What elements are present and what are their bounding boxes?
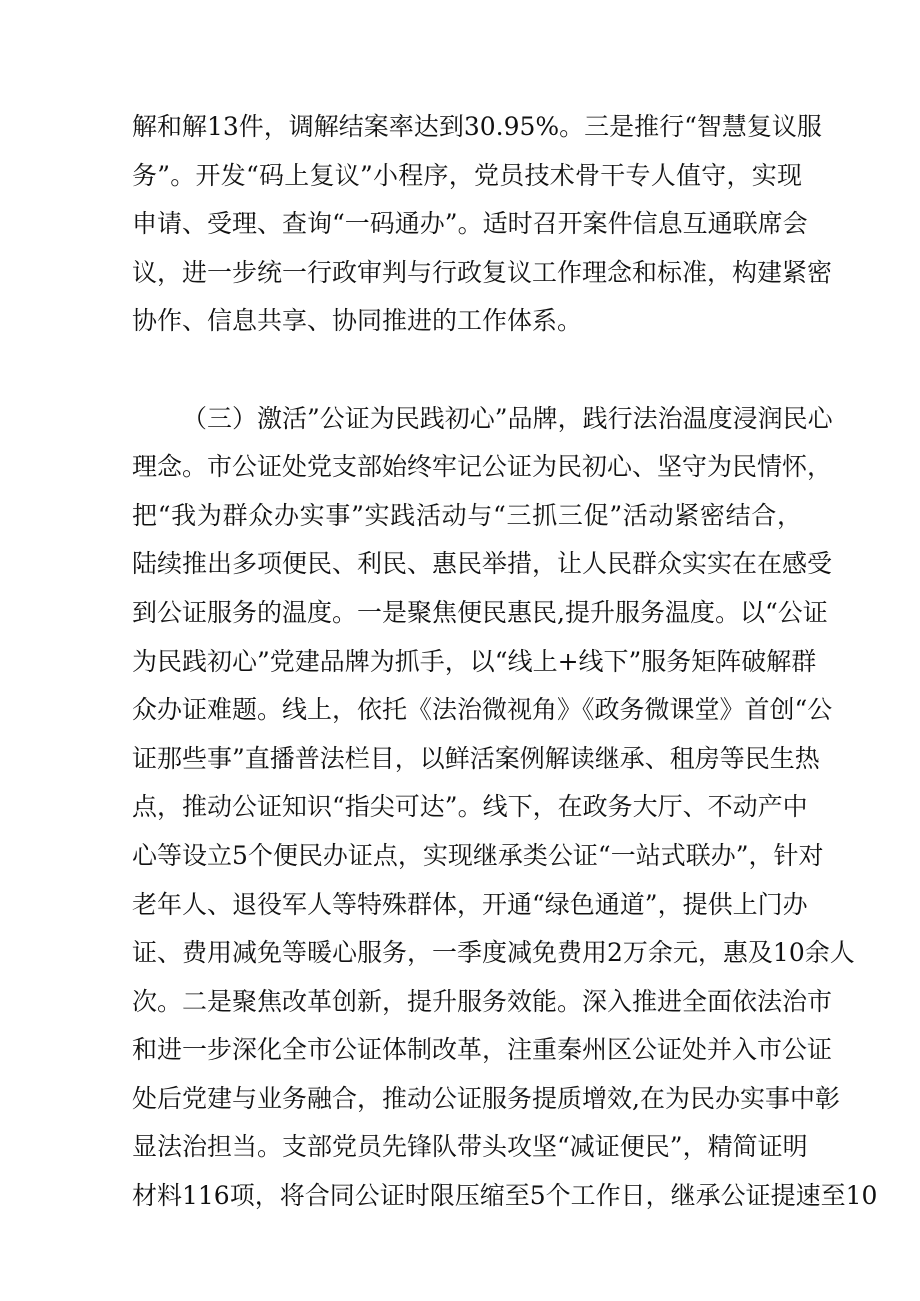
- text-line: 老年人、退役军人等特殊群体，开通“绿色通道”，提供上门办: [132, 889, 808, 919]
- text-line: 解和解13件，调解结案率达到30.95%。三是推行“智慧复议服: [132, 112, 822, 141]
- text-line: 申请、受理、查询“一码通办”。适时召开案件信息互通联席会: [132, 209, 808, 239]
- text-line: 和进一步深化全市公证体制改革，注重秦州区公证处并入市公证: [132, 1035, 833, 1065]
- text-line: 到公证服务的温度。一是聚焦便民惠民,提升服务温度。以“公证: [132, 597, 828, 627]
- text-line: 协作、信息共享、协同推进的工作体系。: [132, 306, 583, 336]
- text-line: 众办证难题。线上，依托《法治微视角》《政务微课堂》首创“公: [132, 695, 833, 725]
- text-line: 陆续推出多项便民、利民、惠民举措，让人民群众实实在在感受: [132, 549, 833, 579]
- text-line: 处后党建与业务融合，推动公证服务提质增效,在为民办实事中彰: [132, 1083, 840, 1113]
- text-line: 显法治担当。支部党员先锋队带头攻坚“减证便民”，精简证明: [132, 1132, 808, 1162]
- text-line: 议，进一步统一行政审判与行政复议工作理念和标准，构建紧密: [132, 257, 833, 287]
- text-line: 理念。市公证处党支部始终牢记公证为民初心、坚守为民情怀，: [132, 452, 833, 482]
- text-line: 证那些事”直播普法栏目，以鲜活案例解读继承、租房等民生热: [132, 743, 820, 773]
- text-line: 心等设立5个便民办证点，实现继承类公证“一站式联办”，针对: [132, 840, 824, 870]
- text-line: 为民践初心”党建品牌为抓手，以“线上+线下”服务矩阵破解群: [132, 646, 817, 676]
- text-line: 材料116项，将合同公证时限压缩至5个工作日，继承公证提速至10: [132, 1181, 878, 1211]
- text-line: 证、费用减免等暖心服务，一季度减免费用2万余元，惠及10余人: [132, 938, 855, 968]
- document-body: [132, 103, 878, 1221]
- text-line: 点，推动公证知识“指尖可达”。线下，在政务大厅、不动产中: [132, 792, 808, 822]
- paragraph-gap: [132, 346, 802, 395]
- section-heading-line: （三）激活”公证为民践初心”品牌，践行法治温度浸润民心: [182, 403, 833, 433]
- text-line: 务”。开发“码上复议”小程序，党员技术骨干专人值守，实现: [132, 160, 802, 190]
- text-line: 把“我为群众办实事”实践活动与“三抓三促”活动紧密结合，: [132, 500, 802, 530]
- text-line: 次。二是聚焦改革创新，提升服务效能。深入推进全面依法治市: [132, 986, 833, 1016]
